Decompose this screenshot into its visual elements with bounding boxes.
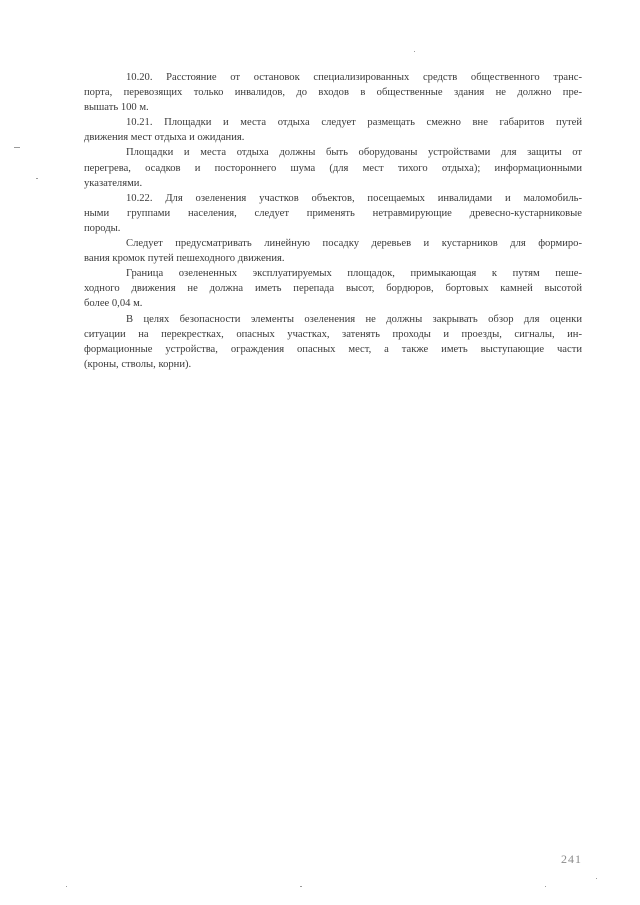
text-line: ными группами населения, следует применять нетравмирующие древесно-кустарниковые — [84, 207, 582, 219]
scan-mark — [596, 878, 597, 879]
text-line: Следует предусматривать линейную посадку деревьев и кустарников для формиро- — [126, 238, 582, 250]
text-line: Площадки и места отдыха должны быть оборудованы устройствами для защиты от — [126, 147, 582, 159]
text-line: более 0,04 м. — [84, 298, 143, 310]
text-line: породы. — [84, 222, 121, 234]
text-line: вания кромок путей пешеходного движения. — [84, 253, 285, 265]
paragraph-10-22 — [84, 191, 582, 236]
text-line: 10.21. Площадки и места отдыха следует размещать смежно вне габаритов путей — [126, 117, 582, 129]
text-line: порта, перевозящих только инвалидов, до входов в общественные здания не должно пре- — [84, 87, 582, 99]
scan-mark — [14, 147, 20, 148]
text-line: перегрева, осадков и постороннего шума (для мест тихого отдыха); информационными — [84, 162, 582, 174]
text-line: 10.22. Для озеленения участков объектов, посещаемых инвалидами и маломобиль- — [126, 192, 582, 204]
paragraph-safety — [84, 312, 582, 372]
text-line: Граница озелененных эксплуатируемых площадок, примыкающая к путям пеше- — [126, 268, 582, 280]
text-line: ситуации на перекрестках, опасных участках, затенять проходы и проезды, сигналы, ин- — [84, 328, 582, 340]
scan-mark — [66, 886, 67, 887]
text-line: ходного движения не должна иметь перепада высот, бордюров, бортовых камней высотой — [84, 283, 582, 295]
text-line: 10.20. Расстояние от остановок специализированных средств общественного транс- — [126, 72, 582, 83]
scan-mark — [300, 886, 302, 887]
text-line: вышать 100 м. — [84, 102, 149, 114]
paragraph-rest-areas — [84, 145, 582, 190]
paragraph-10-20 — [84, 70, 582, 115]
scan-mark — [36, 178, 38, 179]
text-line: движения мест отдыха и ожидания. — [84, 132, 245, 144]
scan-mark — [545, 886, 546, 887]
document-body — [84, 70, 582, 372]
scan-mark — [414, 51, 415, 52]
text-line: формационные устройства, ограждения опасных мест, а также иметь выступающие части — [84, 343, 582, 355]
paragraph-10-21 — [84, 115, 582, 145]
text-line: В целях безопасности элементы озеленения не должны закрывать обзор для оценки — [126, 313, 582, 325]
text-line: указателями. — [84, 177, 143, 189]
paragraph-linear-planting — [84, 236, 582, 266]
text-line: (кроны, стволы, корни). — [84, 358, 192, 370]
paragraph-border — [84, 266, 582, 311]
page-number: 241 — [561, 852, 582, 866]
